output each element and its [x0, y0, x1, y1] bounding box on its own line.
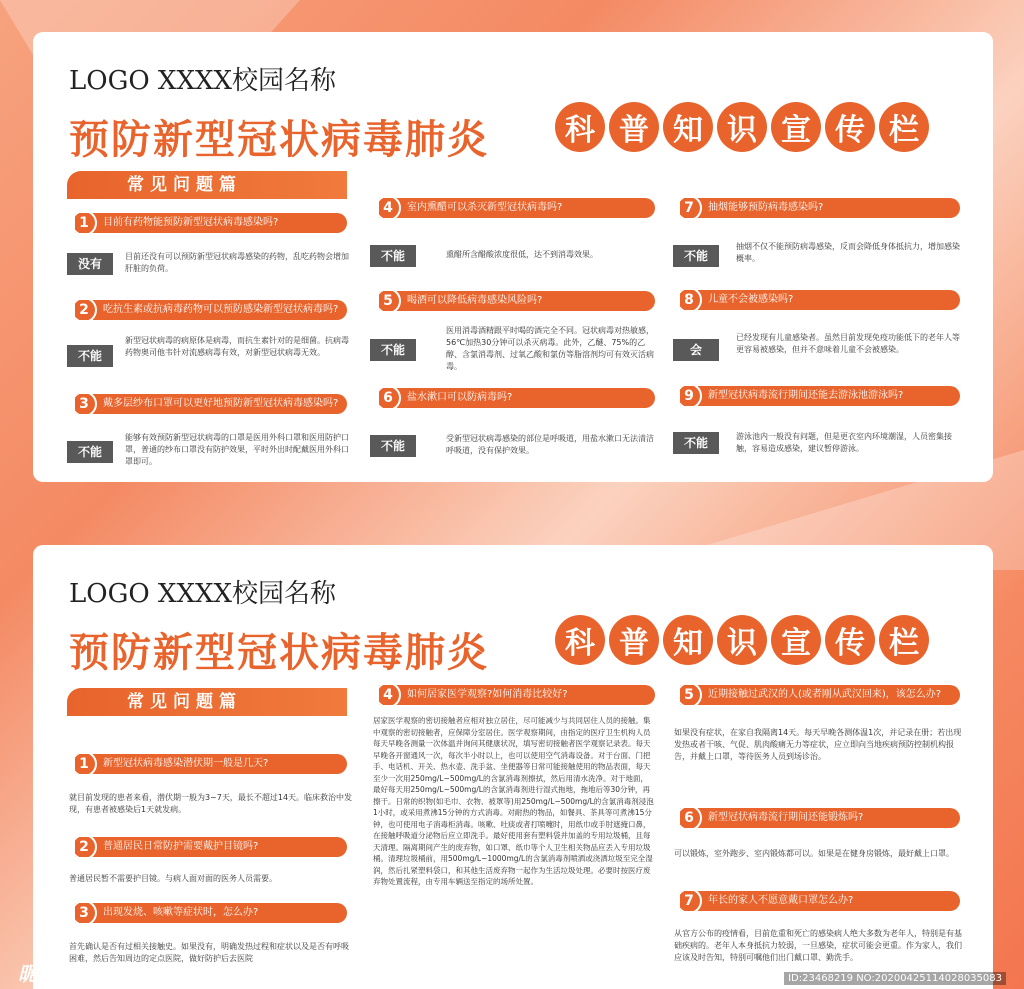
banner-char: 传	[825, 615, 875, 665]
question-bar: 3 出现发烧、咳嗽等症状时，怎么办?	[75, 903, 347, 923]
banner-char: 科	[555, 102, 605, 152]
question-bar: 7 抽烟能够预防病毒感染吗?	[680, 198, 960, 218]
section-heading: 常见问题篇	[67, 688, 347, 716]
watermark-brand: 昵享网	[18, 962, 78, 986]
answer-text: 已经发现有儿童感染者。虽然目前发现免疫功能低下的老年人等更容易被感染，但并不意味着儿童不会被感染。	[736, 333, 960, 354]
question-bar: 8 儿童不会被感染吗?	[680, 290, 960, 310]
answer-text: 可以锻炼，室外跑步、室内锻炼都可以。如果是在健身房锻炼，最好戴上口罩。	[674, 849, 954, 858]
answer-tag: 不能	[67, 345, 113, 367]
answer-text: 能够有效预防新型冠状病毒的口罩是医用外科口罩和医用防护口罩，普通的纱布口罩没有防护效果，平时外出时配戴医用外科口罩即可。	[125, 433, 349, 466]
question-bar: 1 新型冠状病毒感染潜伏期一般是几天?	[75, 754, 347, 774]
school-logo: LOGO XXXX校园名称	[69, 579, 336, 609]
school-logo: LOGO XXXX校园名称	[69, 66, 336, 96]
banner-char: 传	[825, 102, 875, 152]
banner-char: 栏	[879, 615, 929, 665]
answer-tag: 不能	[673, 245, 719, 267]
answer-text: 新型冠状病毒的病原体是病毒，而抗生素针对的是细菌。抗病毒药物奥司他韦针对流感病毒有效，对新型冠状病毒无效。	[125, 336, 349, 357]
watermark-id: ID:23468219 NO:20200425114028035083	[784, 972, 1006, 985]
main-title: 预防新型冠状病毒肺炎	[69, 630, 489, 676]
section-heading: 常见问题篇	[67, 171, 347, 199]
answer-text: 熏醋所含醋酸浓度很低，达不到消毒效果。	[446, 250, 598, 259]
banner-circles	[555, 615, 929, 665]
banner-char: 知	[663, 615, 713, 665]
answer-text: 首先确认是否有过相关接触史。如果没有，明确发热过程和症状以及是否有呼吸困难，然后告知周边的定点医院，做好防护后去医院	[69, 942, 349, 963]
answer-tag: 不能	[370, 339, 416, 361]
answer-tag: 没有	[67, 253, 113, 275]
answer-text: 受新型冠状病毒感染的部位是呼吸道，用盐水漱口无法清洁呼吸道，没有保护效果。	[446, 434, 654, 455]
answer-text: 普通居民暂不需要护目镜。与病人面对面的医务人员需要。	[69, 874, 277, 883]
answer-text: 就目前发现的患者来看，潜伏期一般为3~7天，最长不超过14天。临床救治中发现，有患者被感染后1天就发病。	[69, 793, 353, 814]
answer-tag: 不能	[673, 432, 719, 454]
answer-text: 居家医学观察的密切接触者应相对独立居住，尽可能减少与共同居住人员的接触。集中观察的密切接触者，应保障分室居住。医学观察期间，由指定的医疗卫生机构人员每天早晚各测量一次体温并询问其健康状况，填写密切接触者医学观察记录表。每天早晚各开窗通风一次，每次半小时以上，也可以使用空气消毒设备。对于台面、门把手、电话机、开关、热水壶、洗手盆、坐便器等日常可能接触使用的物品表面，每天至少一次用250mg/L~500mg/L的含氯消毒剂擦拭，然后用清水洗净。对于地面，最好每天用250mg/L~500mg/L的含氯消毒剂进行湿式拖地，拖地后等30分钟，再擦干。日常的织物(如毛巾、衣物、被罩等)用250mg/L~500mg/L的含氯消毒剂浸泡1小时，或采用煮沸15分钟的方式消毒。对耐热的物品，如餐具、茶具等可煮沸15分钟，也可使用电子消毒柜消毒。咳嗽、吐痰或者打喷嚏时，用纸巾或手肘遮掩口鼻，在接触呼吸道分泌物后应立即洗手。最好使用套有塑料袋并加盖的专用垃圾桶，且每天清理。隔离期间产生的废弃物，如口罩、纸巾等个人卫生相关物品应丢入专用垃圾桶。清理垃圾桶前，用500mg/L~1000mg/L的含氯消毒剂喷洒或浇洒垃圾至完全湿润，然后扎紧塑料袋口，和其他生活废弃物一起作为生活垃圾处理。必要时按医疗废弃物处置流程，由专用车辆送至指定的场所处置。	[373, 716, 654, 886]
answer-text: 目前还没有可以预防新型冠状病毒感染的药物，乱吃药物会增加肝脏的负荷。	[125, 252, 349, 273]
question-bar: 2 普通居民日常防护需要戴护目镜吗?	[75, 837, 347, 857]
question-bar: 9 新型冠状病毒流行期间还能去游泳池游泳吗?	[680, 386, 960, 406]
banner-char: 知	[663, 102, 713, 152]
answer-text: 如果没有症状，在家自我隔离14天。每天早晚各测体温1次，并记录在册；若出现发热或者干咳、气促、肌肉酸痛无力等症状，应立即向当地疾病预防控制机构报告，并戴上口罩，等待医务人员到场诊治。	[674, 728, 962, 761]
answer-tag: 不能	[67, 441, 113, 463]
banner-circles	[555, 102, 929, 152]
answer-text: 从官方公布的疫情看，目前危重和死亡的感染病人绝大多数为老年人，特别是有基础疾病的。老年人本身抵抗力较弱，一旦感染，症状可能会更重。作为家人，我们应该及时告知，特别可嘱他们出门戴口罩、勤洗手。	[674, 929, 962, 962]
question-bar: 4 室内熏醋可以杀灭新型冠状病毒吗?	[379, 198, 655, 218]
answer-tag: 不能	[370, 435, 416, 457]
question-bar: 4 如何居家医学观察?如何消毒比较好?	[379, 685, 655, 705]
answer-text: 医用消毒酒精跟平时喝的酒完全不同。冠状病毒对热敏感，56℃加热30分钟可以杀灭病毒。此外，乙醚、75%的乙醇、含氯消毒剂、过氧乙酸和氯仿等脂溶剂均可有效灭活病毒。	[446, 326, 654, 371]
banner-char: 普	[609, 102, 659, 152]
answer-text: 游泳池内一般没有问题，但是更衣室内环境潮湿，人员密集接触，容易造成感染，建议暂停游泳。	[736, 432, 952, 453]
poster-board-2	[33, 545, 993, 989]
banner-char: 普	[609, 615, 659, 665]
banner-char: 宣	[771, 615, 821, 665]
answer-tag: 会	[673, 339, 719, 361]
answer-tag: 不能	[370, 245, 416, 267]
question-bar: 5 近期接触过武汉的人(或者刚从武汉回来)，该怎么办?	[680, 685, 960, 705]
question-bar: 5 喝酒可以降低病毒感染风险吗?	[379, 291, 655, 311]
question-bar: 6 新型冠状病毒流行期间还能锻炼吗?	[680, 808, 960, 828]
banner-char: 宣	[771, 102, 821, 152]
question-bar: 3 戴多层纱布口罩可以更好地预防新型冠状病毒感染吗?	[75, 394, 347, 414]
banner-char: 识	[717, 615, 767, 665]
main-title: 预防新型冠状病毒肺炎	[69, 117, 489, 163]
question-bar: 7 年长的家人不愿意戴口罩怎么办?	[680, 891, 960, 911]
watermark-site: www.nipic.com	[128, 970, 211, 983]
question-bar: 1 目前有药物能预防新型冠状病毒感染吗?	[75, 213, 347, 233]
poster-board-1	[33, 32, 993, 482]
banner-char: 栏	[879, 102, 929, 152]
banner-char: 科	[555, 615, 605, 665]
banner-char: 识	[717, 102, 767, 152]
question-bar: 2 吃抗生素或抗病毒药物可以预防感染新型冠状病毒吗?	[75, 300, 347, 320]
question-bar: 6 盐水漱口可以防病毒吗?	[379, 388, 655, 408]
answer-text: 抽烟不仅不能预防病毒感染，反而会降低身体抵抗力，增加感染概率。	[736, 242, 960, 263]
